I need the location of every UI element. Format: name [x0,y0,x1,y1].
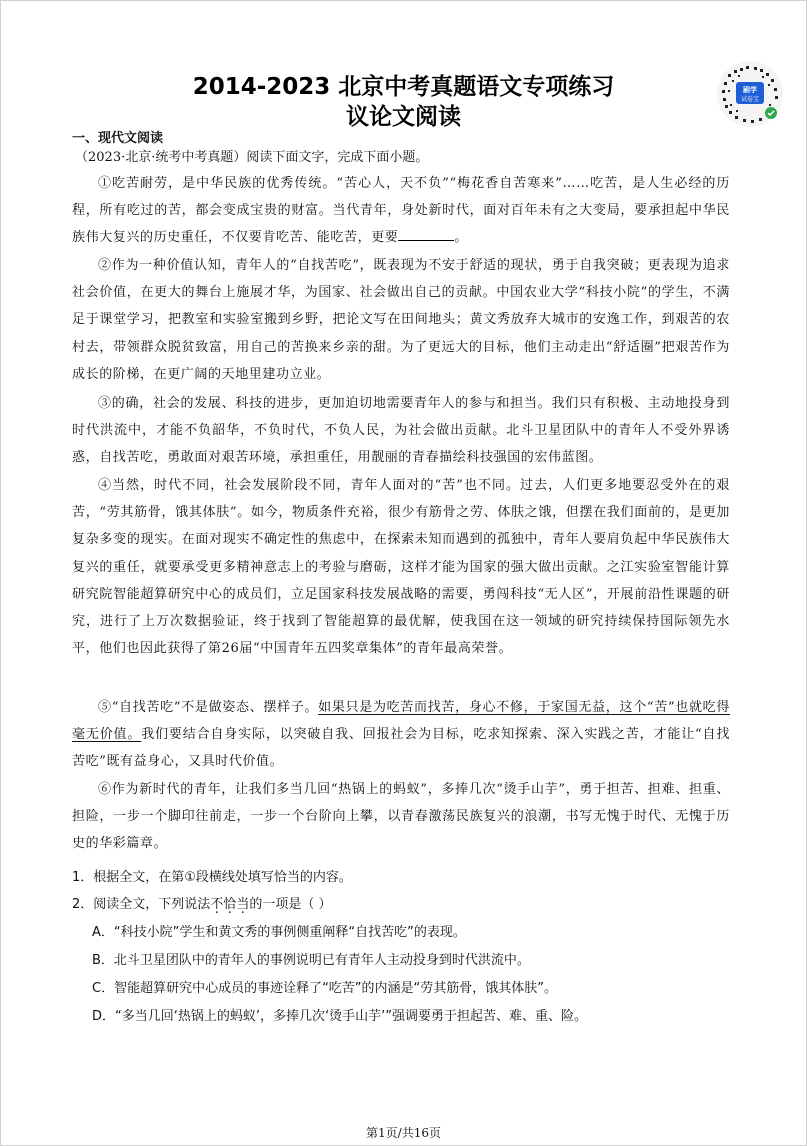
paragraph-2: ②作为一种价值认知，青年人的“自找苦吃”，既表现为不安于舒适的现状，勇于自我突破；更表现为追求社会价值，在更大的舞台上施展才华，为国家、社会做出自己的贡献。中国农业大学“科技小院”的学生，不满足于课堂学习，把教室和实验室搬到乡野，把论文写在田间地头；黄文秀放弃大城市的安逸工作，到艰苦的农村去，带领群众脱贫致富，用自己的苦换来乡亲的甜。为了更远大的目标，他们主动走出“舒适圈”把艰苦作为成长的阶梯，在更广阔的天地里建功立业。 [72,258,730,382]
paragraph-6: ⑥作为新时代的青年，让我们多当几回“热锅上的蚂蚁”，多捧几次“烫手山芋”，勇于担苦、担难、担重、担险，一步一个脚印往前走，一步一个台阶向上攀，以青春激荡民族复兴的浪潮，书写无愧于时代、无愧于历史的华彩篇章。 [72,782,730,852]
option-c[interactable]: C．智能超算研究中心成员的事迹诠释了“吃苦”的内涵是“劳其筋骨，饿其体肤”。 [92,981,558,996]
emphasis-char-2: 恰 [223,897,237,912]
qr-label-line2: 试卷宝 [740,96,760,103]
section-heading: 一、现代文阅读 [72,131,164,146]
emphasis-char-1: 不 [210,897,224,912]
question-1: 1．根据全文，在第①段横线处填写恰当的内容。 [72,870,352,885]
document-subtitle: 议论文阅读 [346,104,461,130]
paragraph-1-text: ①吃苦耐劳，是中华民族的优秀传统。“苦心人，天不负”“梅花香自苦寒来”……吃苦，是人生必经的历程，所有吃过的苦，都会变成宝贵的财富。当代青年，身处新时代，面对百年未有之大变局，要承担起中华民族伟大复兴的历史重任，不仅要肯吃苦、能吃苦，更要 [72,176,730,246]
option-b[interactable]: B．北斗卫星团队中的青年人的事例说明已有青年人主动投身到时代洪流中。 [92,953,530,968]
question-2 [72,893,331,912]
option-a[interactable]: A．“科技小院”学生和黄文秀的事例侧重阐释“自找苦吃”的表现。 [92,925,466,940]
paragraph-5-underlined: 如果只是为吃苦而找苦，身心不修，于家国无益，这个“苦”也就吃得毫无价值。 [72,700,730,743]
paragraph-5-start: ⑤“自找苦吃”不是做姿态、摆样子。 [98,700,319,715]
option-d[interactable]: D．“多当几回‘热锅上的蚂蚁’，多捧几次‘烫手山芋’”强调要勇于担起苦、难、重、险。 [92,1009,588,1024]
paragraph-5-end: 我们要结合自身实际，以突破自我、回报社会为目标，吃求知探索、深入实践之苦，才能让“自找苦吃”既有益身心，又具时代价值。 [72,727,730,770]
document-title: 2014-2023 北京中考真题语文专项练习 [192,74,615,100]
question-2-end: 的一项是（ ） [249,897,332,912]
paragraph-1 [72,170,730,252]
paragraph-5 [72,694,730,776]
emphasis-char-3: 当 [236,897,250,912]
paragraph-3: ③的确，社会的发展、科技的进步，更加迫切地需要青年人的参与和担当。我们只有积极、主动地投身到时代洪流中，才能不负韶华，不负时代，不负人民，为社会做出贡献。北斗卫星团队中的青年人不受外界诱惑，自找苦吃，勇敢面对艰苦环境，承担重任，用靓丽的青春描绘科技强国的宏伟蓝图。 [72,396,730,466]
paragraph-1-end: 。 [454,230,469,246]
qr-label-line1: 刷学 [743,86,757,94]
question-2-start: 2．阅读全文，下列说法 [72,897,211,912]
answer-blank[interactable] [398,228,454,241]
source-note: （2023·北京·统考中考真题）阅读下面文字，完成下面小题。 [75,150,429,165]
qr-code-icon[interactable] [716,60,784,128]
paragraph-4: ④当然，时代不同，社会发展阶段不同，青年人面对的“苦”也不同。过去，人们更多地要忍受外在的艰苦，“劳其筋骨，饿其体肤”。如今，物质条件充裕，很少有筋骨之劳、体肤之饿，但摆在我们面前的，是更加复杂多变的现实。在面对现实不确定性的焦虑中，在探索未知而遇到的孤独中，青年人要肩负起中华民族伟大复兴的重任，就要承受更多精神意志上的考验与磨砺，这样才能为国家的强大做出贡献。之江实验室智能计算研究院智能超算研究中心的成员们，立足国家科技发展战略的需要，勇闯科技“无人区”，开展前沿性课题的研究，进行了上万次数据验证，终于找到了智能超算的最优解，使我国在这一领域的研究持续保持国际领先水平，他们也因此获得了第26届“中国青年五四奖章集体”的青年最高荣誉。 [72,478,730,657]
page-footer: 第1页/共16页 [366,1126,441,1140]
